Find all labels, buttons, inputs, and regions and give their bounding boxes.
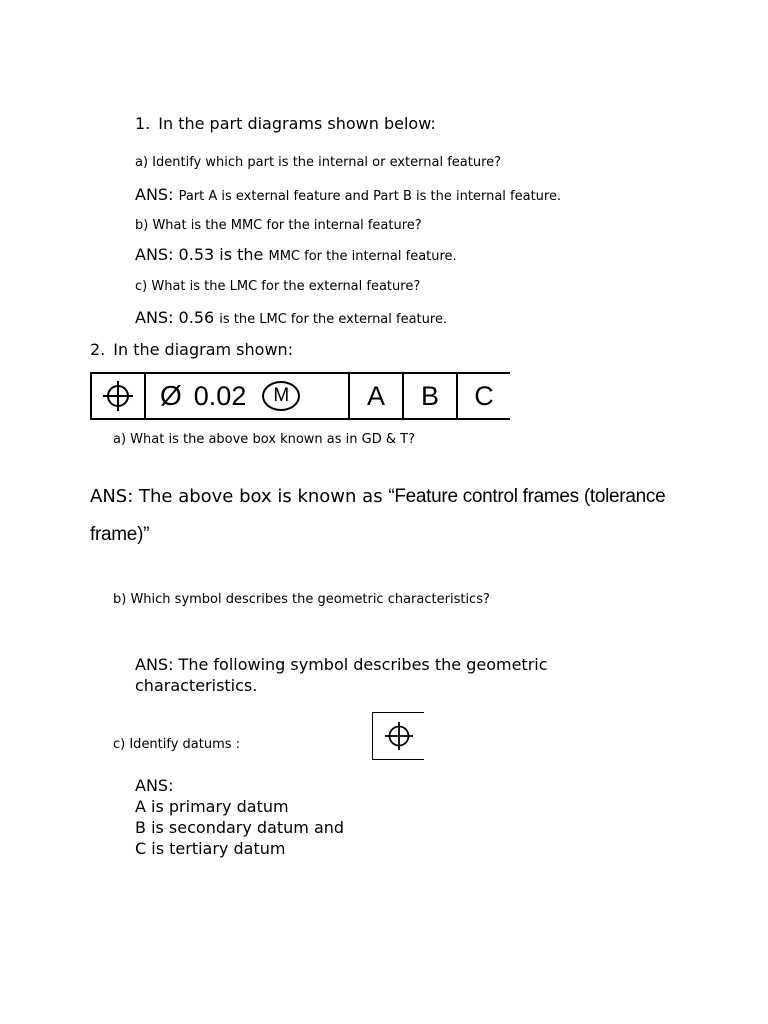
question-2c: c) Identify datums : — [113, 737, 241, 752]
answer-2c — [135, 775, 344, 859]
answer-1b-value: ANS: 0.53 is the — [135, 245, 264, 264]
geometric-symbol-box — [372, 712, 424, 760]
diameter-symbol: Ø — [160, 380, 182, 411]
question-1b: b) What is the MMC for the internal feature? — [135, 218, 422, 233]
answer-1a-label: ANS: — [135, 185, 174, 204]
answer-1c — [135, 308, 447, 327]
question-1-title — [135, 114, 436, 133]
position-icon — [383, 720, 415, 752]
question-2a: a) What is the above box known as in GD & T? — [113, 432, 415, 447]
answer-2a-quote: “Feature control frames (tolerance frame)” — [90, 486, 666, 545]
answer-1c-value: ANS: 0.56 — [135, 308, 215, 327]
question-1-number: 1. — [135, 114, 151, 133]
answer-1a-text: Part A is external feature and Part B is the internal feature. — [178, 189, 562, 204]
question-2-text: In the diagram shown: — [113, 340, 294, 359]
question-2b: b) Which symbol describes the geometric characteristics? — [113, 592, 490, 607]
answer-2c-line-1: A is primary datum — [135, 797, 289, 816]
answer-2a-label: ANS: The above box is known as — [90, 486, 383, 507]
answer-2a — [90, 478, 690, 554]
datum-a-cell: A — [350, 374, 404, 418]
answer-1c-text: is the LMC for the external feature. — [219, 312, 448, 327]
frame-symbol-cell — [92, 374, 146, 418]
answer-2c-label: ANS: — [135, 776, 174, 795]
question-1a: a) Identify which part is the internal or external feature? — [135, 155, 502, 170]
question-1-text: In the part diagrams shown below: — [158, 114, 436, 133]
frame-tolerance-cell — [146, 374, 350, 418]
question-1c: c) What is the LMC for the external feature? — [135, 279, 421, 294]
position-icon — [101, 379, 135, 413]
datum-c-cell: C — [474, 380, 494, 411]
question-2-number: 2. — [90, 340, 106, 359]
answer-1b-text: MMC for the internal feature. — [268, 249, 457, 264]
answer-2b: ANS: The following symbol describes the geometric characteristics. — [135, 655, 548, 695]
datum-b-cell: B — [404, 374, 458, 418]
answer-1b — [135, 245, 457, 264]
feature-control-frame — [90, 372, 510, 420]
question-2-title — [90, 340, 293, 359]
tolerance-value: 0.02 — [193, 380, 247, 411]
mmc-modifier: M — [262, 381, 300, 411]
answer-1a — [135, 185, 561, 204]
answer-2c-line-3: C is tertiary datum — [135, 839, 286, 858]
answer-2c-line-2: B is secondary datum and — [135, 818, 345, 837]
